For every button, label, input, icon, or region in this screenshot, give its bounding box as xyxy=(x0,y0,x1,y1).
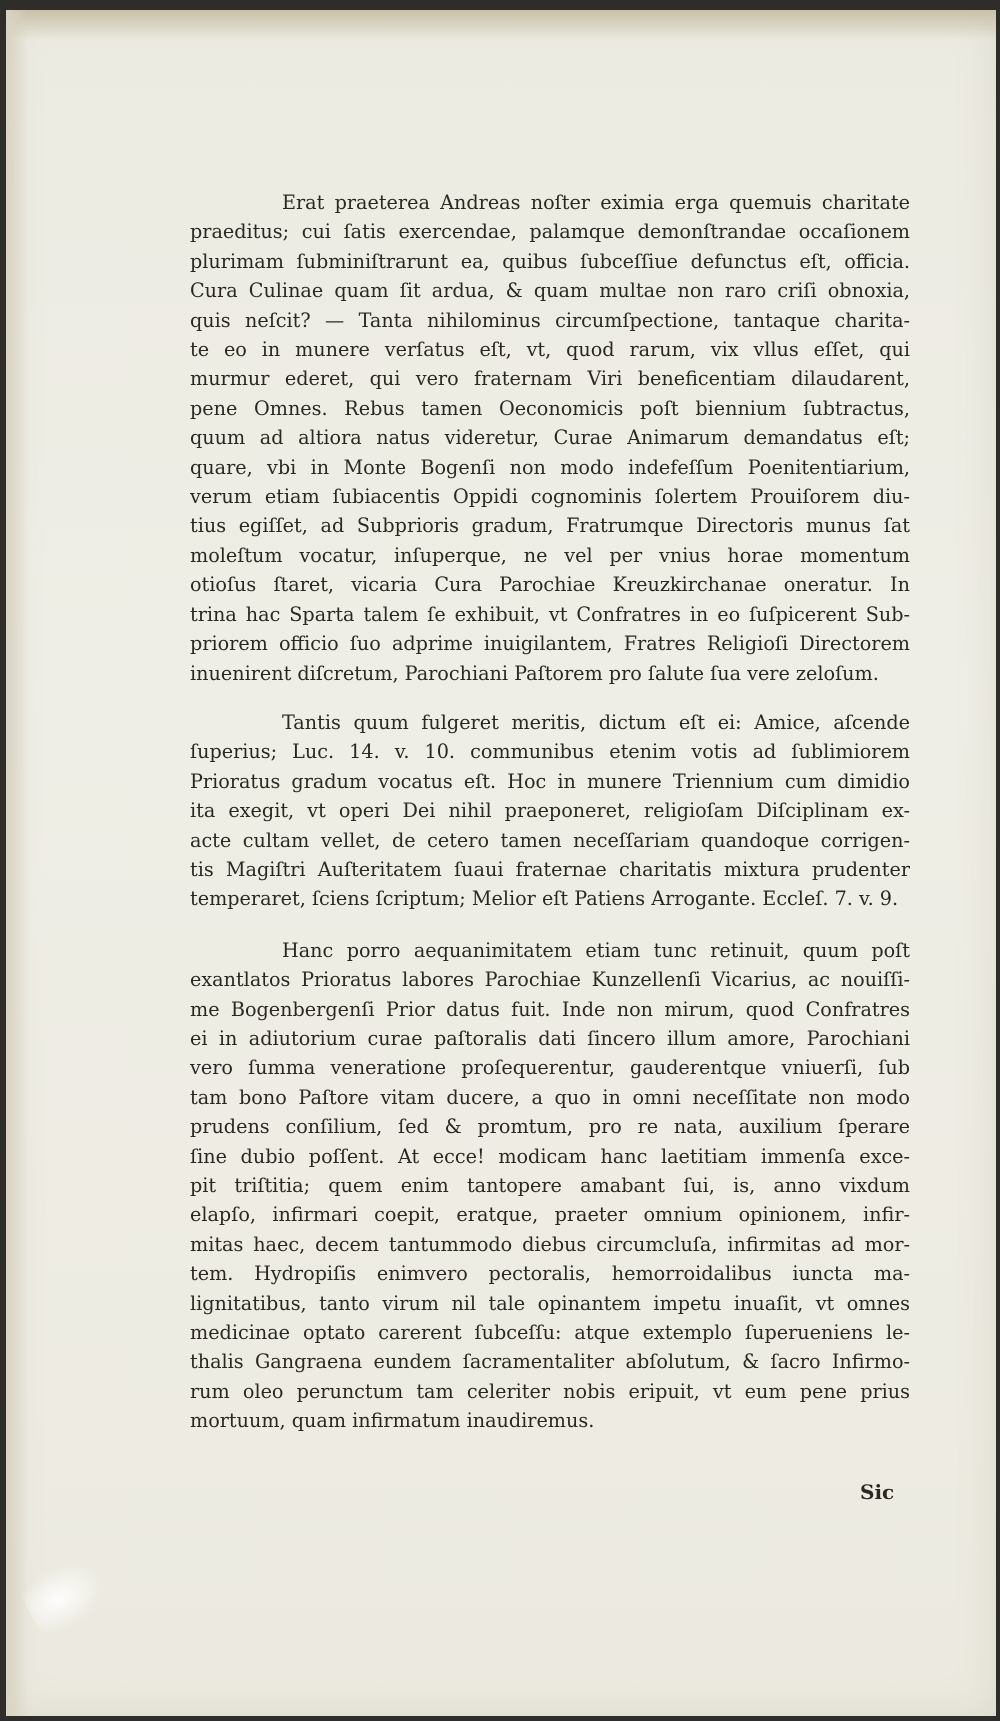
text-line: lignitatibus, tanto virum nil tale opinantem impetu inuaſit, vt omnes xyxy=(190,1291,910,1315)
text-line: verum etiam ſubiacentis Oppidi cognominis ſolertem Prouiſorem diu- xyxy=(190,485,910,509)
text-line: Hanc porro aequanimitatem etiam tunc retinuit, quum poſt xyxy=(282,938,910,962)
text-line: moleſtum vocatur, inſuperque, ne vel per vnius horae momentum xyxy=(190,543,910,567)
text-line: medicinae optato carerent ſubceſſu: atque extemplo ſuperueniens le- xyxy=(190,1321,910,1345)
text-line: tius egiſſet, ad Subprioris gradum, Fratrumque Directoris munus ſat xyxy=(190,514,910,538)
text-line: ita exegit, vt operi Dei nihil praeponeret, religioſam Diſciplinam ex- xyxy=(190,799,910,823)
text-line: pit triſtitia; quem enim tantopere amabant ſui, is, anno vixdum xyxy=(190,1174,910,1197)
text-line: rum oleo perunctum tam celeriter nobis eripuit, vt eum pene prius xyxy=(190,1379,910,1403)
text-line: tam bono Paſtore vitam ducere, a quo in omni neceſſitate non modo xyxy=(190,1085,910,1109)
text-line: exantlatos Prioratus labores Parochiae Kunzellenſi Vicarius, ac nouiſſi- xyxy=(190,968,910,992)
text-line: quis neſcit? — Tanta nihilominus circumſpectione, tantaque charita- xyxy=(190,308,910,332)
text-line: ei in adiutorium curae paſtoralis dati ſincero illum amore, Parochiani xyxy=(190,1026,910,1050)
text-line: mitas haec, decem tantummodo diebus circumcluſa, infirmitas ad mor- xyxy=(190,1232,910,1256)
text-line: temperaret, ſciens ſcriptum; Melior eſt Patiens Arrogante. Eccleſ. 7. v. 9. xyxy=(190,887,899,911)
text-line: ſuperius; Luc. 14. v. 10. communibus etenim votis ad ſublimiorem xyxy=(190,740,910,764)
text-line: murmur ederet, qui vero fraternam Viri beneficentiam dilaudarent, xyxy=(190,367,910,391)
text-line: Tantis quum fulgeret meritis, dictum eſt ei: Amice, aſcende xyxy=(282,710,910,734)
text-line: tem. Hydropiſis enimvero pectoralis, hemorroidalibus iuncta ma- xyxy=(190,1262,910,1286)
text-line: ſine dubio poſſent. At ecce! modicam hanc laetitiam immenſa exce- xyxy=(190,1144,910,1168)
text-line: elapſo, infirmari coepit, eratque, praeter omnium opinionem, infir- xyxy=(190,1203,910,1227)
text-line: tis Magiſtri Auſteritatem ſuaui fraternae charitatis mixtura prudenter xyxy=(190,857,910,881)
text-line: quum ad altiora natus videretur, Curae Animarum demandatus eſt; xyxy=(190,426,910,450)
text-line: te eo in munere verſatus eſt, vt, quod rarum, vix vllus eſſet, qui xyxy=(190,338,910,362)
catchword: Sic xyxy=(860,1480,895,1504)
text-line: acte cultam vellet, de cetero tamen neceſſariam quandoque corrigen- xyxy=(190,828,910,852)
text-line: mortuum, quam infirmatum inaudiremus. xyxy=(190,1409,595,1433)
text-line: thalis Gangraena eundem ſacramentaliter abſolutum, & ſacro Infirmo- xyxy=(190,1350,910,1374)
text-line: plurimam ſubminiſtrarunt ea, quibus ſubceſſiue defunctus eſt, officia. xyxy=(190,249,910,273)
paragraph-3 xyxy=(190,936,910,1436)
page-left-edge xyxy=(6,10,28,1716)
text-line: inuenirent diſcretum, Parochiani Paſtorem pro ſalute ſua vere zeloſum. xyxy=(190,661,879,685)
page-top-edge xyxy=(6,10,996,40)
text-line: vero ſumma veneratione proſequerentur, gauderentque vniuerſi, ſub xyxy=(190,1056,910,1080)
text-line: Erat praeterea Andreas noſter eximia erga quemuis charitate xyxy=(282,191,910,214)
text-line: Prioratus gradum vocatus eſt. Hoc in munere Triennium cum dimidio xyxy=(190,769,910,793)
text-line: praeditus; cui ſatis exercendae, palamque demonſtrandae occaſionem xyxy=(190,220,910,244)
text-line: prudens conſilium, ſed & promtum, pro re nata, auxilium ſperare xyxy=(190,1115,910,1139)
paper-fold-highlight xyxy=(17,1550,116,1641)
text-line: pene Omnes. Rebus tamen Oeconomicis poſt biennium ſubtractus, xyxy=(190,396,910,420)
text-line: otioſus ſtaret, vicaria Cura Parochiae Kreuzkirchanae oneratur. In xyxy=(190,573,910,597)
text-line: priorem officio ſuo adprime inuigilantem, Fratres Religioſi Directorem xyxy=(190,632,910,656)
text-line: quare, vbi in Monte Bogenſi non modo indefeſſum Poenitentiarium, xyxy=(190,455,910,479)
body-text xyxy=(190,188,910,1436)
text-line: Cura Culinae quam ſit ardua, & quam multae non raro criſi obnoxia, xyxy=(190,279,910,303)
paragraph-2 xyxy=(190,708,910,914)
paragraph-1 xyxy=(190,188,910,688)
text-line: me Bogenbergenſi Prior datus fuit. Inde non mirum, quod Confratres xyxy=(190,997,910,1021)
text-line: trina hac Sparta talem ſe exhibuit, vt Confratres in eo ſuſpicerent Sub- xyxy=(190,602,910,626)
